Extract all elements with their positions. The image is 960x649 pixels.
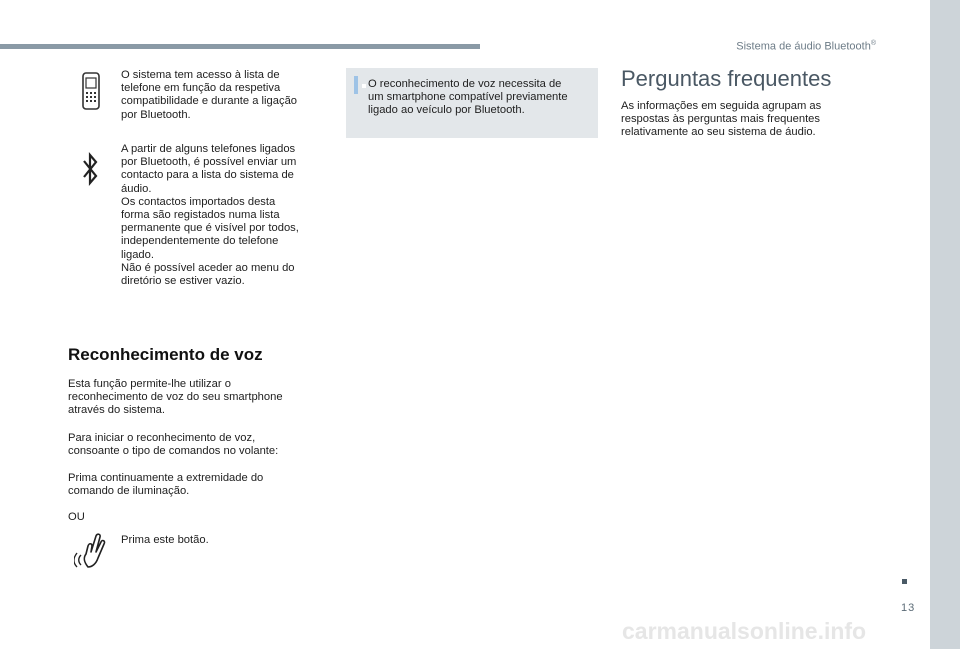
header-title: Sistema de áudio Bluetooth® — [736, 40, 876, 53]
page-sidebar — [930, 0, 960, 649]
info-note — [346, 68, 598, 138]
page-marker — [902, 579, 907, 584]
phone-icon — [82, 72, 100, 110]
faq-title: Perguntas frequentes — [621, 66, 832, 91]
voice-hand-icon — [74, 532, 108, 570]
voice-heading: Reconhecimento de voz — [68, 345, 263, 364]
voice-para-3: Prima continuamente a extremidade do comando de iluminação. — [68, 472, 264, 498]
page-number: 13 — [901, 602, 916, 614]
voice-para-1: Esta função permite-lhe utilizar o reconhecimento de voz do seu smartphone através do sistema. — [68, 378, 283, 417]
faq-paragraph: As informações em seguida agrupam as respostas às perguntas mais frequentes relativamente ao seu sistema de áudio. — [621, 100, 822, 139]
header-rule — [0, 44, 480, 49]
phone-paragraph: O sistema tem acesso à lista de telefone em função da respetiva compatibilidade e durante a ligação por Bluetooth. — [121, 69, 298, 121]
info-icon — [354, 76, 358, 94]
bluetooth-paragraph: A partir de alguns telefones ligados por Bluetooth, é possível enviar um contacto para a lista do sistema de áudio. Os contactos importados desta forma são registados numa lista permanente que é visível por todos, independentemente do telefone ligado. Não é possível aceder ao menu do diretório se estiver vazio. — [121, 143, 299, 288]
or-label: OU — [68, 511, 85, 523]
bluetooth-icon — [82, 152, 98, 186]
voice-para-2: Para iniciar o reconhecimento de voz, consoante o tipo de comandos no volante: — [68, 432, 279, 458]
watermark: carmanualsonline.info — [622, 618, 867, 644]
button-text: Prima este botão. — [121, 534, 209, 546]
note-text: O reconhecimento de voz necessita de um smartphone compatível previamente ligado ao veículo por Bluetooth. — [368, 78, 568, 117]
